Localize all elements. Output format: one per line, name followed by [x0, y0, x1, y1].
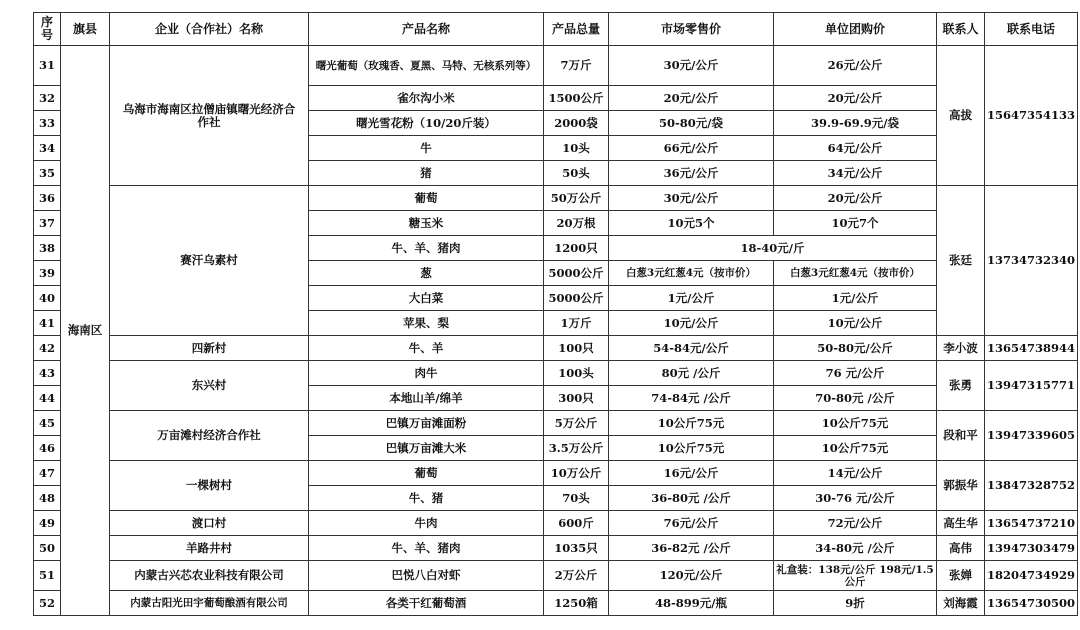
- enterprise-name: 万亩滩村经济合作社: [110, 411, 309, 461]
- row-number: 50: [34, 536, 61, 561]
- product-quantity: 70头: [544, 486, 609, 511]
- product-quantity: 600斤: [544, 511, 609, 536]
- group-price: 20元/公斤: [774, 186, 937, 211]
- retail-price: 76元/公斤: [609, 511, 774, 536]
- product-name: 大白菜: [309, 286, 544, 311]
- product-name: 巴悦八白对虾: [309, 561, 544, 591]
- enterprise-name: 赛汗乌素村: [110, 186, 309, 336]
- retail-price: 36-80元 /公斤: [609, 486, 774, 511]
- product-quantity: 50头: [544, 161, 609, 186]
- product-quantity: 20万根: [544, 211, 609, 236]
- table-row: [34, 591, 1078, 616]
- contact-person: 张廷: [937, 186, 985, 336]
- merged-price: 18-40元/斤: [609, 236, 937, 261]
- contact-phone: 13654738944: [985, 336, 1078, 361]
- row-number: 39: [34, 261, 61, 286]
- row-number: 42: [34, 336, 61, 361]
- product-name: 葡萄: [309, 461, 544, 486]
- group-price: 20元/公斤: [774, 86, 937, 111]
- header-contact: 联系人: [937, 13, 985, 46]
- product-quantity: 1万斤: [544, 311, 609, 336]
- enterprise-name: 东兴村: [110, 361, 309, 411]
- group-price: 10公斤75元: [774, 436, 937, 461]
- header-no: 序号: [34, 13, 61, 46]
- contact-person: 高拔: [937, 46, 985, 186]
- group-price: 76 元/公斤: [774, 361, 937, 386]
- row-number: 33: [34, 111, 61, 136]
- retail-price: 10元5个: [609, 211, 774, 236]
- row-number: 49: [34, 511, 61, 536]
- contact-phone: 13847328752: [985, 461, 1078, 511]
- row-number: 34: [34, 136, 61, 161]
- group-price: 72元/公斤: [774, 511, 937, 536]
- group-price: 50-80元/公斤: [774, 336, 937, 361]
- product-name: 巴镇万亩滩大米: [309, 436, 544, 461]
- header-row: [34, 13, 1078, 46]
- product-quantity: 10头: [544, 136, 609, 161]
- contact-person: 高生华: [937, 511, 985, 536]
- header-enterprise: 企业（合作社）名称: [110, 13, 309, 46]
- row-number: 47: [34, 461, 61, 486]
- row-number: 43: [34, 361, 61, 386]
- product-quantity: 100只: [544, 336, 609, 361]
- contact-phone: 15647354133: [985, 46, 1078, 186]
- table-row: [34, 461, 1078, 486]
- enterprise-name: 四新村: [110, 336, 309, 361]
- table-row: [34, 361, 1078, 386]
- product-name: 肉牛: [309, 361, 544, 386]
- contact-phone: 13947303479: [985, 536, 1078, 561]
- row-number: 45: [34, 411, 61, 436]
- group-price: 9折: [774, 591, 937, 616]
- table-row: [34, 186, 1078, 211]
- row-number: 44: [34, 386, 61, 411]
- product-name: 牛、羊: [309, 336, 544, 361]
- enterprise-name: 内蒙古兴芯农业科技有限公司: [110, 561, 309, 591]
- product-quantity: 100头: [544, 361, 609, 386]
- retail-price: 66元/公斤: [609, 136, 774, 161]
- product-name: 猪: [309, 161, 544, 186]
- header-group-price: 单位团购价: [774, 13, 937, 46]
- group-price: 70-80元 /公斤: [774, 386, 937, 411]
- retail-price: 54-84元/公斤: [609, 336, 774, 361]
- row-number: 32: [34, 86, 61, 111]
- product-quantity: 50万公斤: [544, 186, 609, 211]
- group-price: 10公斤75元: [774, 411, 937, 436]
- row-number: 41: [34, 311, 61, 336]
- retail-price: 1元/公斤: [609, 286, 774, 311]
- product-quantity: 2000袋: [544, 111, 609, 136]
- header-county: 旗县: [61, 13, 110, 46]
- product-name: 曙光雪花粉（10/20斤装）: [309, 111, 544, 136]
- row-number: 51: [34, 561, 61, 591]
- row-number: 46: [34, 436, 61, 461]
- contact-phone: 13947339605: [985, 411, 1078, 461]
- enterprise-name: 一棵树村: [110, 461, 309, 511]
- product-quantity: 10万公斤: [544, 461, 609, 486]
- group-price: 26元/公斤: [774, 46, 937, 86]
- retail-price: 120元/公斤: [609, 561, 774, 591]
- retail-price: 30元/公斤: [609, 46, 774, 86]
- retail-price: 74-84元 /公斤: [609, 386, 774, 411]
- table-row: [34, 561, 1078, 591]
- product-quantity: 5000公斤: [544, 261, 609, 286]
- header-retail-price: 市场零售价: [609, 13, 774, 46]
- enterprise-name: 渡口村: [110, 511, 309, 536]
- header-quantity: 产品总量: [544, 13, 609, 46]
- product-name: 葱: [309, 261, 544, 286]
- retail-price: 50-80元/袋: [609, 111, 774, 136]
- enterprise-name: 内蒙古阳光田宇葡萄酿酒有限公司: [110, 591, 309, 616]
- enterprise-name: 乌海市海南区拉僧庙镇曙光经济合作社: [110, 46, 309, 186]
- product-name: 各类干红葡萄酒: [309, 591, 544, 616]
- product-price-table: [33, 12, 1078, 616]
- retail-price: 10公斤75元: [609, 436, 774, 461]
- contact-person: 李小波: [937, 336, 985, 361]
- product-quantity: 1500公斤: [544, 86, 609, 111]
- row-number: 48: [34, 486, 61, 511]
- product-name: 牛: [309, 136, 544, 161]
- retail-price: 30元/公斤: [609, 186, 774, 211]
- contact-phone: 13654737210: [985, 511, 1078, 536]
- group-price: 礼盒装：138元/公斤 198元/1.5公斤: [774, 561, 937, 591]
- product-quantity: 7万斤: [544, 46, 609, 86]
- group-price: 30-76 元/公斤: [774, 486, 937, 511]
- contact-person: 张勇: [937, 361, 985, 411]
- product-name: 牛、羊、猪肉: [309, 536, 544, 561]
- table-row: [34, 411, 1078, 436]
- row-number: 38: [34, 236, 61, 261]
- retail-price: 16元/公斤: [609, 461, 774, 486]
- product-name: 苹果、梨: [309, 311, 544, 336]
- row-number: 35: [34, 161, 61, 186]
- header-product: 产品名称: [309, 13, 544, 46]
- group-price: 10元/公斤: [774, 311, 937, 336]
- contact-person: 高伟: [937, 536, 985, 561]
- row-number: 31: [34, 46, 61, 86]
- row-number: 37: [34, 211, 61, 236]
- retail-price: 10公斤75元: [609, 411, 774, 436]
- product-quantity: 1035只: [544, 536, 609, 561]
- product-quantity: 5000公斤: [544, 286, 609, 311]
- retail-price: 白葱3元红葱4元（按市价）: [609, 261, 774, 286]
- product-name: 牛、羊、猪肉: [309, 236, 544, 261]
- county-cell: 海南区: [61, 46, 110, 616]
- contact-phone: 13947315771: [985, 361, 1078, 411]
- row-number: 52: [34, 591, 61, 616]
- table-row: [34, 536, 1078, 561]
- contact-person: 张婵: [937, 561, 985, 591]
- contact-phone: 18204734929: [985, 561, 1078, 591]
- product-quantity: 5万公斤: [544, 411, 609, 436]
- header-phone: 联系电话: [985, 13, 1078, 46]
- product-quantity: 300只: [544, 386, 609, 411]
- contact-person: 段和平: [937, 411, 985, 461]
- product-name: 葡萄: [309, 186, 544, 211]
- retail-price: 36元/公斤: [609, 161, 774, 186]
- product-name: 牛肉: [309, 511, 544, 536]
- group-price: 14元/公斤: [774, 461, 937, 486]
- retail-price: 80元 /公斤: [609, 361, 774, 386]
- row-number: 36: [34, 186, 61, 211]
- contact-person: 刘海霞: [937, 591, 985, 616]
- group-price: 1元/公斤: [774, 286, 937, 311]
- contact-person: 郭振华: [937, 461, 985, 511]
- product-name: 本地山羊/绵羊: [309, 386, 544, 411]
- group-price: 34-80元 /公斤: [774, 536, 937, 561]
- product-quantity: 3.5万公斤: [544, 436, 609, 461]
- group-price: 白葱3元红葱4元（按市价）: [774, 261, 937, 286]
- retail-price: 48-899元/瓶: [609, 591, 774, 616]
- product-quantity: 1250箱: [544, 591, 609, 616]
- enterprise-name: 羊路井村: [110, 536, 309, 561]
- group-price: 39.9-69.9元/袋: [774, 111, 937, 136]
- product-name: 牛、猪: [309, 486, 544, 511]
- retail-price: 36-82元 /公斤: [609, 536, 774, 561]
- product-name: 巴镇万亩滩面粉: [309, 411, 544, 436]
- group-price: 10元7个: [774, 211, 937, 236]
- table-row: [34, 46, 1078, 86]
- product-quantity: 1200只: [544, 236, 609, 261]
- row-number: 40: [34, 286, 61, 311]
- retail-price: 20元/公斤: [609, 86, 774, 111]
- table-row: [34, 511, 1078, 536]
- table-row: [34, 336, 1078, 361]
- contact-phone: 13654730500: [985, 591, 1078, 616]
- retail-price: 10元/公斤: [609, 311, 774, 336]
- group-price: 34元/公斤: [774, 161, 937, 186]
- group-price: 64元/公斤: [774, 136, 937, 161]
- product-name: 糖玉米: [309, 211, 544, 236]
- product-name: 曙光葡萄（玫瑰香、夏黑、马特、无核系列等）: [309, 46, 544, 86]
- product-name: 雀尔沟小米: [309, 86, 544, 111]
- contact-phone: 13734732340: [985, 186, 1078, 336]
- product-quantity: 2万公斤: [544, 561, 609, 591]
